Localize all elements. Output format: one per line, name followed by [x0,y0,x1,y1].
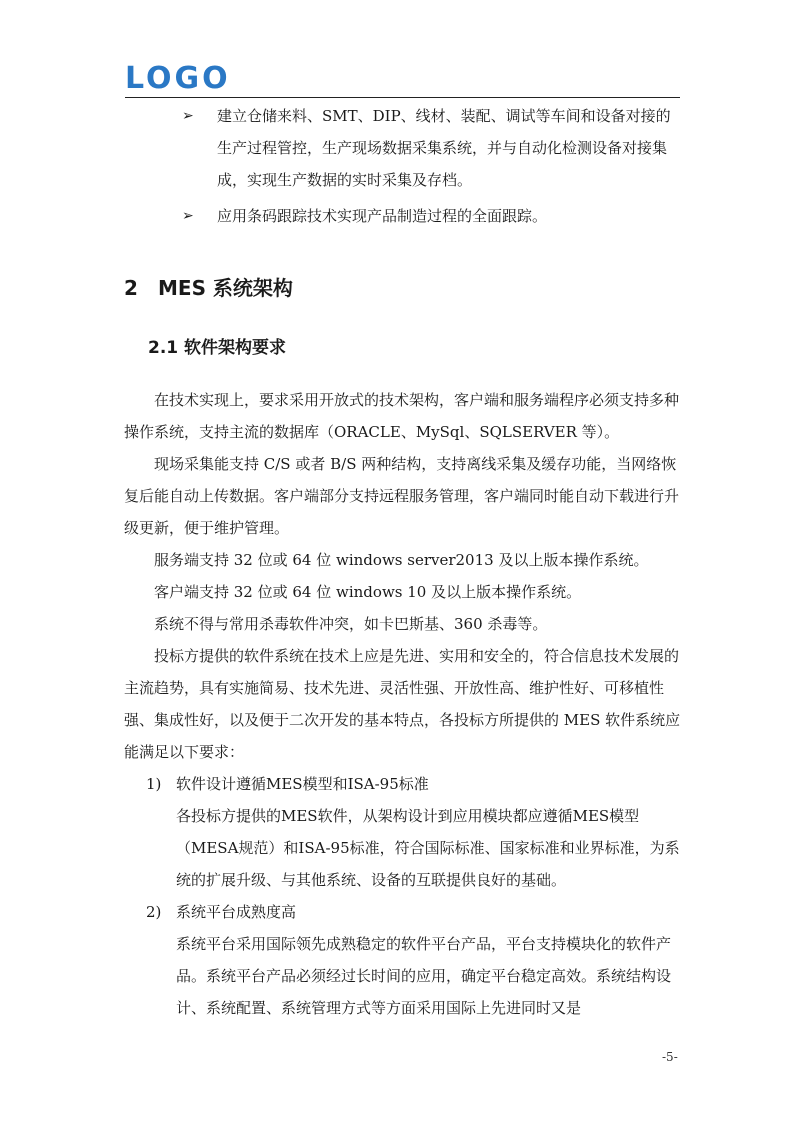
page-number: -5- [662,1050,678,1064]
bullet-item [182,100,684,196]
item-title: 软件设计遵循MES模型和ISA-95标准 [176,775,429,793]
company-logo: LOGO [125,61,231,96]
item-body: 系统平台采用国际领先成熟稳定的软件平台产品，平台支持模块化的软件产品。系统平台产品必须经过长时间的应用，确定平台稳定高效。系统结构设计、系统配置、系统管理方式等方面采用国际上先进同时又是 [176,935,672,1017]
numbered-item-heading [146,896,684,928]
numbered-item-heading [146,768,684,800]
paragraph: 现场采集能支持 C/S 或者 B/S 两种结构，支持离线采集及缓存功能，当网络恢复后能自动上传数据。客户端部分支持远程服务管理，客户端同时能自动下载进行升级更新，便于维护管理。 [124,455,680,537]
item-body: 各投标方提供的MES软件，从架构设计到应用模块都应遵循MES模型（MESA规范）和ISA-95标准，符合国际标准、国家标准和业界标准，为系统的扩展升级、与其他系统、设备的互联提供良好的基础。 [176,807,680,889]
item-title: 系统平台成熟度高 [176,903,297,921]
item-number: 1) [146,775,162,793]
document-body [124,100,684,1024]
subsection-title: 软件架构要求 [184,338,286,358]
section-title: MES 系统架构 [158,276,293,300]
section-number: 2 [124,276,138,300]
subsection-heading [148,330,684,366]
header-rule [125,97,680,98]
paragraph: 客户端支持 32 位或 64 位 windows 10 及以上版本操作系统。 [154,583,582,601]
paragraph: 服务端支持 32 位或 64 位 windows server2013 及以上版本操作系统。 [154,551,649,569]
subsection-number: 2.1 [148,338,179,358]
paragraph: 在技术实现上，要求采用开放式的技术架构，客户端和服务端程序必须支持多种操作系统，支持主流的数据库（ORACLE、MySql、SQLSERVER 等）。 [124,391,680,441]
section-heading [124,268,684,308]
item-number: 2) [146,903,162,921]
paragraph: 系统不得与常用杀毒软件冲突，如卡巴斯基、360 杀毒等。 [154,615,548,633]
bullet-text: 应用条码跟踪技术实现产品制造过程的全面跟踪。 [217,207,548,225]
paragraph: 投标方提供的软件系统在技术上应是先进、实用和安全的，符合信息技术发展的主流趋势，具有实施简易、技术先进、灵活性强、开放性高、维护性好、可移植性强、集成性好，以及便于二次开发的基本特点，各投标方所提供的 MES 软件系统应能满足以下要求： [124,647,681,761]
arrow-bullet-icon: ➢ [182,208,194,224]
bullet-text: 建立仓储来料、SMT、DIP、线材、装配、调试等车间和设备对接的生产过程管控，生产现场数据采集系统，并与自动化检测设备对接集成，实现生产数据的实时采集及存档。 [217,107,671,189]
arrow-bullet-icon: ➢ [182,108,194,124]
bullet-item [182,200,684,232]
